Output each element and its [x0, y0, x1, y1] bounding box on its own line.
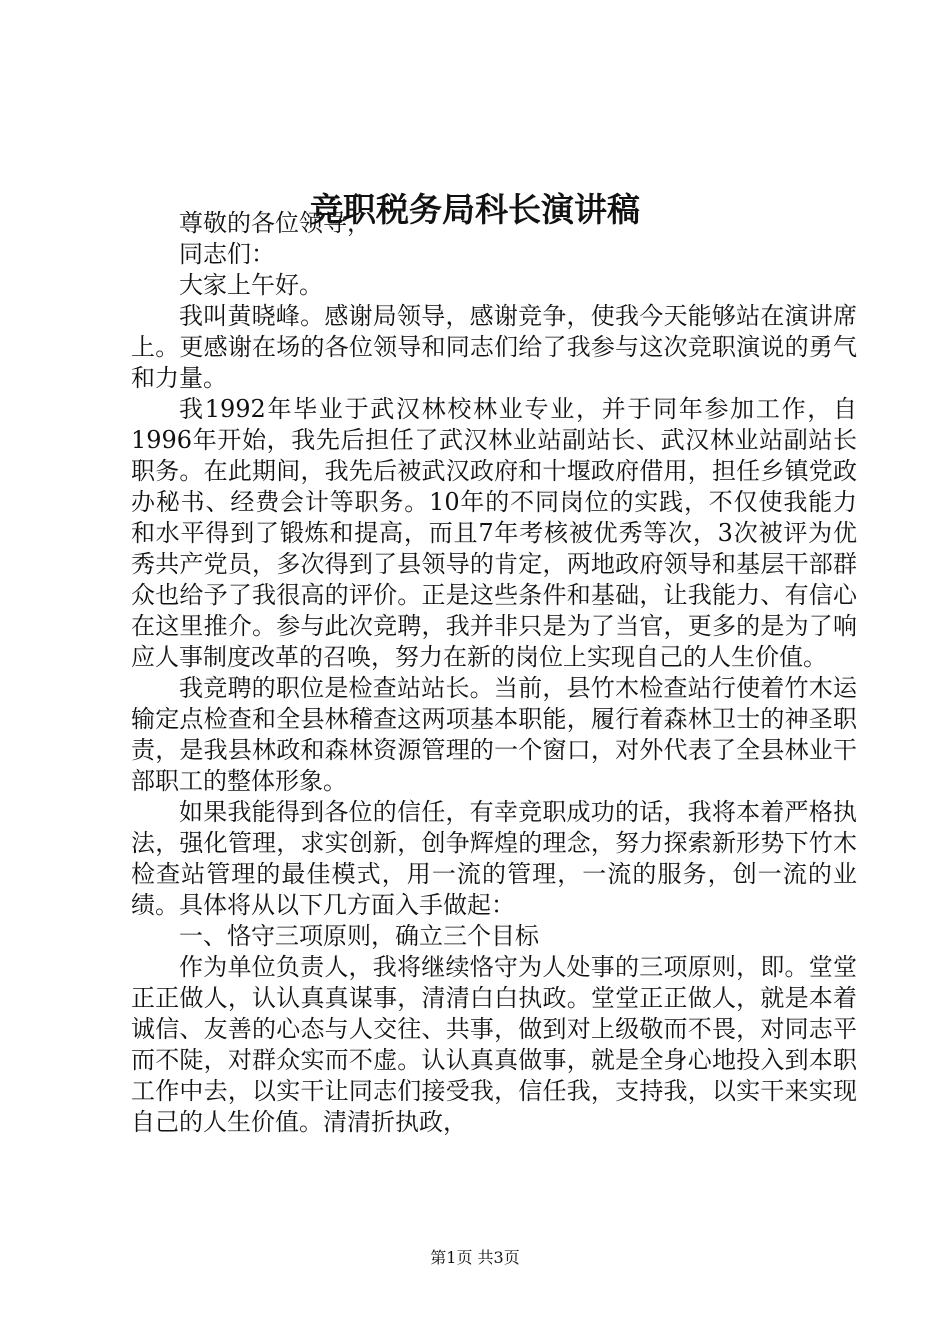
paragraph-good-morning: 大家上午好。: [179, 271, 323, 299]
paragraph-plan: 如果我能得到各位的信任，有幸竞职成功的话，我将本着严格执法，强化管理，求实创新，创争辉煌的理念，努力探索新形势下竹木检查站管理的最佳模式，用一流的管理，一流的服务，创一流的业绩。具体将从以下几方面入手做起：: [131, 798, 857, 919]
page-number: 第1页 共3页: [430, 1248, 520, 1267]
paragraph-principles: 作为单位负责人，我将继续恪守为人处事的三项原则，即。堂堂正正做人，认认真真谋事，清清白白执政。堂堂正正做人，就是本着诚信、友善的心态与人交往、共事，做到对上级敬而不畏，对同志平而不陡，对群众实而不虚。认认真真做事，就是全身心地投入到本职工作中去，以实干让同志们接受我，信任我，支持我，以实干来实现自己的人生价值。清清折执政，: [131, 953, 857, 1136]
section-heading-1: 一、恪守三项原则，确立三个目标: [179, 922, 539, 950]
paragraph-background: 我1992年毕业于武汉林校林业专业，并于同年参加工作，自1996年开始，我先后担任了武汉林业站副站长、武汉林业站副站长职务。在此期间，我先后被武汉政府和十堰政府借用，担任乡镇党政办秘书、经费会计等职务。10年的不同岗位的实践，不仅使我能力和水平得到了锻炼和提高，而且7年考核被优秀等次，3次被评为优秀共产党员，多次得到了县领导的肯定，两地政府领导和基层干部群众也给予了我很高的评价。正是这些条件和基础，让我能力、有信心在这里推介。参与此次竞聘，我并非只是为了当官，更多的是为了响应人事制度改革的召唤，努力在新的岗位上实现自己的人生价值。: [131, 395, 857, 671]
paragraph-position: 我竞聘的职位是检查站站长。当前，县竹木检查站行使着竹木运输定点检查和全县林稽查这两项基本职能，履行着森林卫士的神圣职责，是我县林政和森林资源管理的一个窗口，对外代表了全县林业干部职工的整体形象。: [131, 674, 857, 795]
document-body: [131, 208, 857, 1138]
paragraph-comrades: 同志们：: [179, 240, 275, 268]
paragraph-greeting: 尊敬的各位领导，: [179, 209, 371, 237]
paragraph-intro: 我叫黄晓峰。感谢局领导，感谢竞争，使我今天能够站在演讲席上。更感谢在场的各位领导和同志们给了我参与这次竞职演说的勇气和力量。: [131, 302, 857, 392]
document-title: 竞职税务局科长演讲稿: [310, 190, 640, 229]
